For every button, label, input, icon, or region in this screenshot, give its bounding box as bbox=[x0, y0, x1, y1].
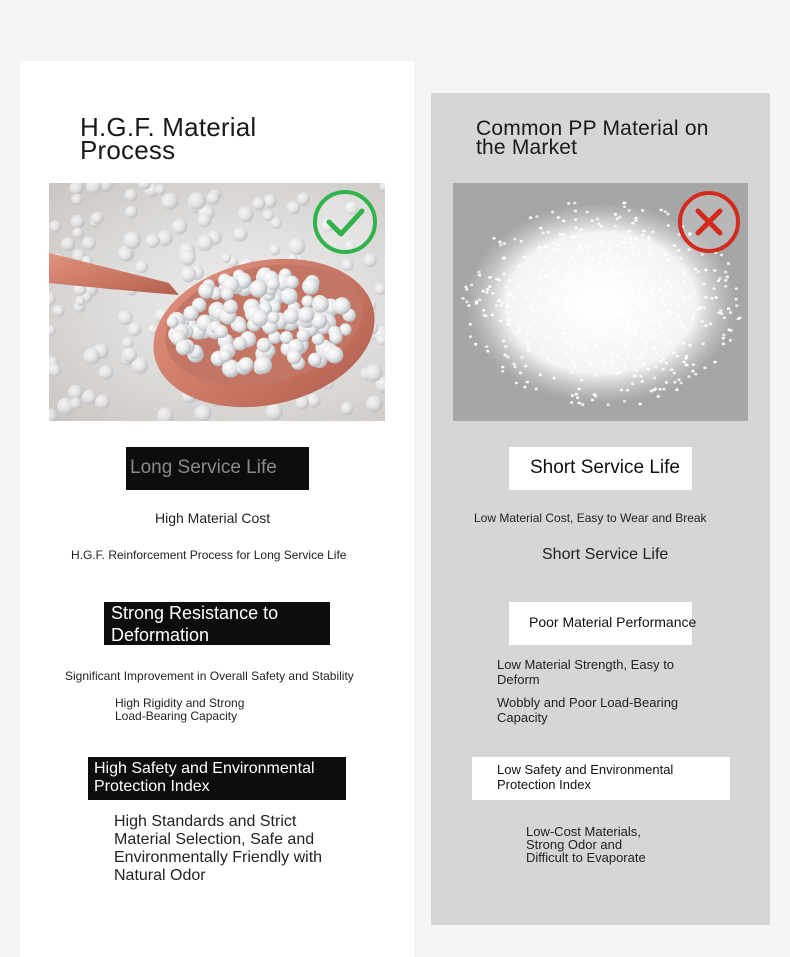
cross-icon bbox=[677, 190, 741, 254]
hgf-text-rigidity: High Rigidity and Strong Load-Bearing Capacity bbox=[115, 696, 245, 723]
hgf-text-safety-stability: Significant Improvement in Overall Safety and Stability bbox=[65, 669, 354, 683]
pp-text-low-cost: Low-Cost Materials, Strong Odor and Difficult to Evaporate bbox=[526, 824, 646, 865]
pp-text-short-life: Short Service Life bbox=[542, 546, 669, 563]
pp-text-wobbly: Wobbly and Poor Load-Bearing Capacity bbox=[497, 695, 679, 725]
strong-resistance-badge: Strong Resistance to Deformation bbox=[104, 602, 330, 645]
poor-performance-badge: Poor Material Performance bbox=[509, 602, 692, 645]
long-service-life-badge: Long Service Life bbox=[126, 447, 309, 490]
checkmark-icon bbox=[312, 189, 378, 255]
hgf-title: H.G.F. Material Process bbox=[80, 112, 257, 165]
hgf-text-reinforcement: H.G.F. Reinforcement Process for Long Service Life bbox=[71, 548, 347, 562]
short-service-life-badge: Short Service Life bbox=[509, 447, 692, 490]
common-pp-title: Common PP Material on the Market bbox=[476, 117, 709, 159]
hgf-text-standards: High Standards and Strict Material Selection, Safe and Environmentally Friendly with Natural Odor bbox=[114, 813, 323, 884]
pp-text-material-cost: Low Material Cost, Easy to Wear and Break bbox=[474, 511, 707, 525]
low-safety-badge: Low Safety and Environmental Protection Index bbox=[472, 757, 730, 800]
pp-text-strength: Low Material Strength, Easy to Deform bbox=[497, 657, 675, 687]
hgf-text-material-cost: High Material Cost bbox=[155, 510, 271, 526]
high-safety-badge: High Safety and Environmental Protection Index bbox=[88, 757, 346, 800]
